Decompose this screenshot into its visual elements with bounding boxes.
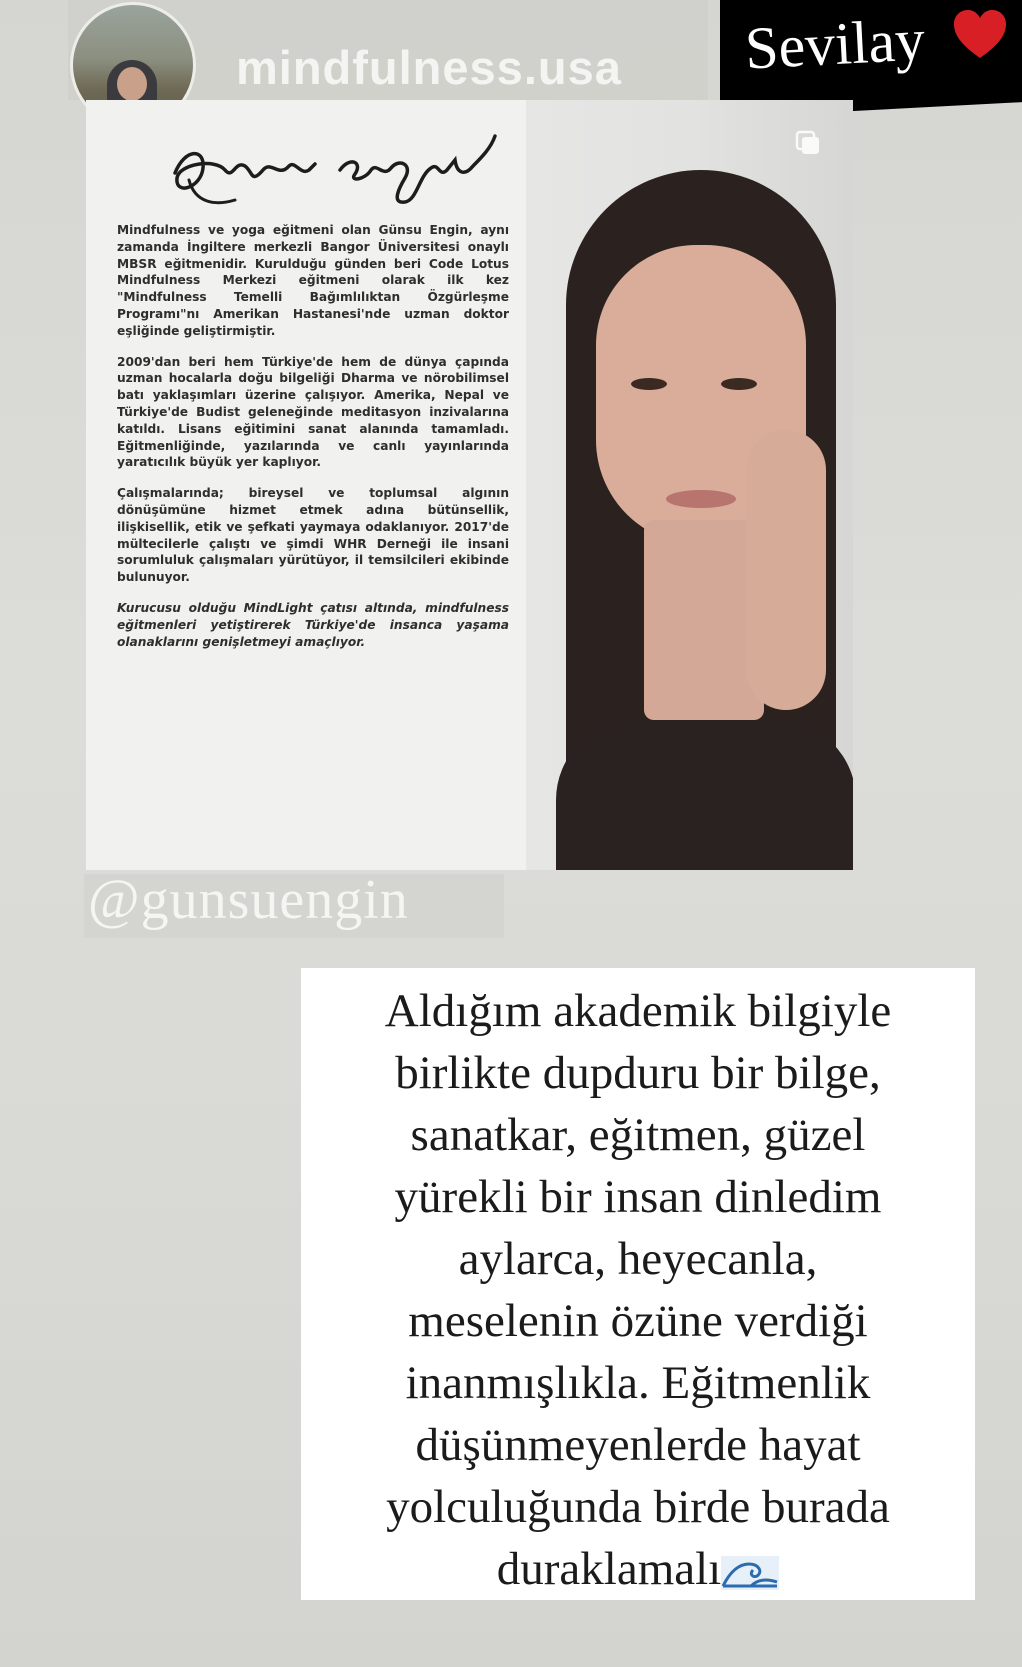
biography-text — [117, 222, 509, 664]
signature-logo — [155, 118, 515, 208]
caption-line: sanatkar, eğitmen, güzel — [410, 1109, 866, 1161]
multiple-posts-icon — [795, 130, 821, 156]
caption-line: yolculuğunda birde burada — [386, 1481, 890, 1533]
bio-paragraph-2: 2009'dan beri hem Türkiye'de hem de dünya çapında uzman hocalarla doğu bilgeliği Dharma ve nörobilimsel batı yaklaşımları üzerine çalışıyor. Amerika, Nepal ve Türkiye'de Budist geleneğinde meditasyon inzivalarına katıldı. Lisans eğitimini sanat alanında tamamladı. Eğitmenliğinde, yazılarında ve canlı yayınlarında yaratıcılık büyük yer kaplıyor. — [117, 354, 509, 470]
caption-line: düşünmeyenlerde hayat — [415, 1419, 861, 1471]
water-wave-icon — [721, 1556, 779, 1590]
bio-paragraph-1: Mindfulness ve yoga eğitmeni olan Günsu Engin, aynı zamanda İngiltere merkezli Bangor Üniversitesi onaylı MBSR eğitmenidir. Kurulduğu günden beri Code Lotus Mindfulness Merkezi eğitmeni olarak ilk kez "Mindfulness Temelli Bağımlılıktan Özgürleşme Programı"nı Amerikan Hastanesi'nde uzman doktor eşliğinde geliştirmiştir. — [117, 223, 509, 338]
profile-username[interactable]: mindfulness.usa — [236, 41, 622, 94]
caption-last-line — [308, 1538, 968, 1600]
mention-sticker[interactable]: @gunsuengin — [88, 869, 409, 931]
caption-line: duraklamalı — [496, 1543, 722, 1595]
photo-eye-left — [631, 378, 667, 390]
caption-line: aylarca, heyecanla, — [458, 1233, 818, 1285]
photo-shoulder — [556, 720, 853, 870]
caption-line: yürekli bir insan dinledim — [394, 1171, 882, 1223]
name-tag[interactable]: Sevilay — [743, 6, 927, 82]
caption-line: birlikte dupduru bir bilge, — [395, 1047, 881, 1099]
story-caption — [308, 980, 968, 1600]
caption-line: Aldığım akademik bilgiyle — [384, 985, 892, 1037]
portrait-photo — [526, 100, 853, 870]
avatar-face — [117, 67, 147, 101]
photo-eye-right — [721, 378, 757, 390]
caption-line: inanmışlıkla. Eğitmenlik — [405, 1357, 871, 1409]
heart-icon — [950, 6, 1010, 66]
photo-hand — [746, 430, 826, 710]
bio-paragraph-4: Kurucusu olduğu MindLight çatısı altında, mindfulness eğitmenleri yetiştirerek Türkiye'de insanca yaşama olanaklarını genişletmeyi amaçlıyor. — [117, 600, 509, 649]
caption-line: meselenin özüne verdiği — [408, 1295, 868, 1347]
bio-paragraph-3: Çalışmalarında; bireysel ve toplumsal algının dönüşümüne hizmet etmek adına bütünsellik, ilişkisellik, etik ve şefkati yaymaya odaklanıyor. 2017'de mültecilerle çalıştı ve şimdi WHR Derneği ile insani sorumluluk çalışmaları yürütüyor, il temsilcileri ekibinde bulunuyor. — [117, 486, 509, 585]
photo-lips — [666, 490, 736, 508]
